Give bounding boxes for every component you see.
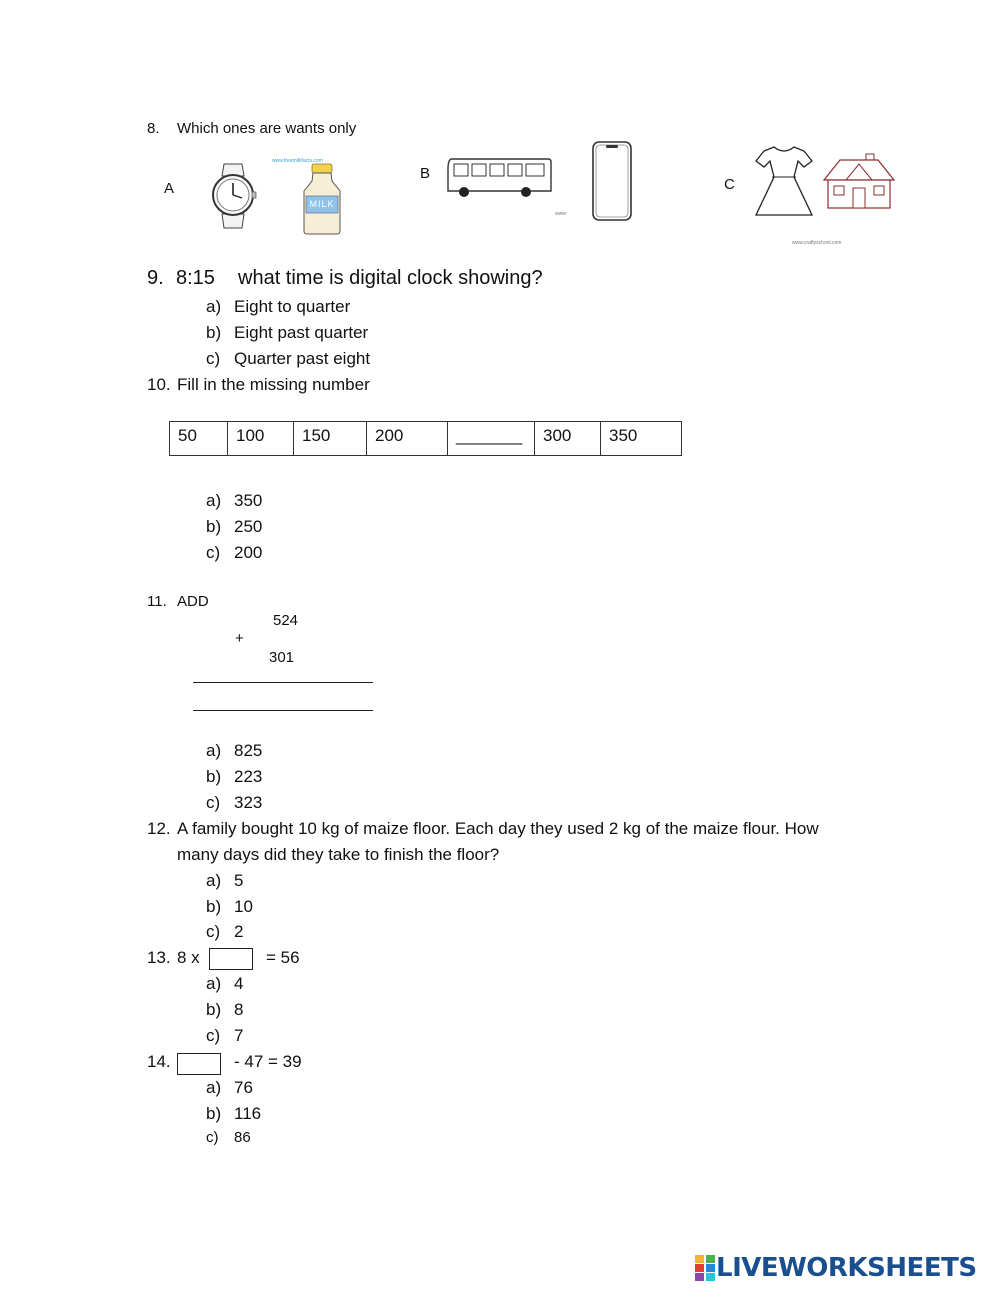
option-letter: c) xyxy=(206,1026,221,1045)
q10-option-c[interactable] xyxy=(206,543,262,563)
q9-option-a[interactable] xyxy=(206,297,350,317)
q8-option-b-label: B xyxy=(420,165,431,182)
q10-option-b[interactable] xyxy=(206,517,262,537)
option-letter: b) xyxy=(206,1104,222,1123)
sequence-cell: 300 xyxy=(535,422,601,456)
option-text: 7 xyxy=(234,1026,244,1045)
q11-option-b[interactable] xyxy=(206,767,262,787)
q12-text-line2: many days did they take to finish the floor? xyxy=(177,845,500,864)
q10-sequence-table xyxy=(169,421,682,456)
q10-text: Fill in the missing number xyxy=(177,375,370,394)
q14-option-b[interactable] xyxy=(206,1104,261,1124)
tiny-watermark: www.freemilkfacts.com xyxy=(272,158,323,164)
option-text: 8 xyxy=(234,1000,244,1019)
option-text: Eight to quarter xyxy=(234,297,351,316)
option-text: 86 xyxy=(234,1129,251,1146)
q9-option-c[interactable] xyxy=(206,349,370,369)
option-text: 76 xyxy=(234,1078,253,1097)
option-text: 5 xyxy=(234,871,244,890)
answer-line[interactable] xyxy=(193,710,373,711)
tiny-watermark: www xyxy=(555,211,566,217)
q12-option-b[interactable] xyxy=(206,897,253,917)
q11-operator: + xyxy=(235,630,244,647)
option-text: 223 xyxy=(234,767,263,786)
q14-right: - 47 = 39 xyxy=(234,1052,302,1071)
option-text: 350 xyxy=(234,491,263,510)
option-letter: c) xyxy=(206,543,221,562)
q14-option-a[interactable] xyxy=(206,1078,253,1098)
option-letter: b) xyxy=(206,517,222,536)
q8-text: Which ones are wants only xyxy=(177,120,357,137)
q10-number: 10. xyxy=(147,375,171,394)
q12-option-c[interactable] xyxy=(206,922,243,942)
option-letter: c) xyxy=(206,1129,219,1146)
option-text: 825 xyxy=(234,741,263,760)
sequence-cell: 150 xyxy=(294,422,367,456)
bus-icon xyxy=(446,155,554,201)
option-letter: b) xyxy=(206,767,222,786)
q10-option-a[interactable] xyxy=(206,491,262,511)
mobile-phone-icon xyxy=(590,140,634,222)
dress-icon xyxy=(752,145,816,219)
q11-bottom-number: 301 xyxy=(269,649,295,666)
option-letter: a) xyxy=(206,297,222,316)
q8-number: 8. xyxy=(147,120,160,137)
q12-text-line1: A family bought 10 kg of maize floor. Each day they used 2 kg of the maize flour. How xyxy=(177,819,819,838)
q14-answer-box[interactable] xyxy=(177,1053,221,1075)
sequence-cell: 200 xyxy=(367,422,448,456)
q14-option-c[interactable] xyxy=(206,1129,251,1146)
milk-label: MILK xyxy=(309,199,335,209)
q13-option-a[interactable] xyxy=(206,974,243,994)
option-text: 10 xyxy=(234,897,253,916)
logo-wordmark: LIVEWORKSHEETS xyxy=(716,1253,977,1283)
q13-right: = 56 xyxy=(266,948,300,967)
q9-option-b[interactable] xyxy=(206,323,368,343)
option-letter: c) xyxy=(206,349,221,368)
watch-icon xyxy=(208,160,258,232)
q8-option-c-label: C xyxy=(724,176,735,193)
q13-option-b[interactable] xyxy=(206,1000,243,1020)
q11-number: 11. xyxy=(147,593,167,610)
option-letter: a) xyxy=(206,741,222,760)
option-text: Quarter past eight xyxy=(234,349,371,368)
option-letter: a) xyxy=(206,974,222,993)
option-text: 116 xyxy=(234,1104,262,1123)
q9-clock-time: 8:15 xyxy=(176,267,215,289)
q11-text: ADD xyxy=(177,593,209,610)
q11-option-c[interactable] xyxy=(206,793,262,813)
q11-top-number: 524 xyxy=(273,612,299,629)
option-letter: c) xyxy=(206,793,221,812)
q9-number: 9. xyxy=(147,267,164,289)
option-text: 200 xyxy=(234,543,263,562)
sequence-cell: 50 xyxy=(170,422,228,456)
q14-number: 14. xyxy=(147,1052,171,1071)
option-letter: a) xyxy=(206,871,222,890)
tiny-watermark: www.craftyschool.com xyxy=(792,240,842,246)
sequence-cell: 350 xyxy=(601,422,682,456)
option-letter: a) xyxy=(206,1078,222,1097)
sequence-cell: 100 xyxy=(228,422,294,456)
option-text: 323 xyxy=(234,793,263,812)
option-letter: b) xyxy=(206,323,222,342)
house-icon xyxy=(822,152,896,210)
option-text: Eight past quarter xyxy=(234,323,369,342)
option-text: 250 xyxy=(234,517,263,536)
logo-blocks-icon xyxy=(694,1254,716,1282)
sequence-blank-cell[interactable]: _______ xyxy=(448,422,535,456)
q13-number: 13. xyxy=(147,948,171,967)
option-text: 4 xyxy=(234,974,244,993)
q13-option-c[interactable] xyxy=(206,1026,243,1046)
option-letter: c) xyxy=(206,922,221,941)
option-letter: b) xyxy=(206,897,222,916)
q11-option-a[interactable] xyxy=(206,741,262,761)
q12-number: 12. xyxy=(147,819,171,838)
sum-line xyxy=(193,682,373,683)
q9-text: what time is digital clock showing? xyxy=(238,267,543,289)
q13-left: 8 x xyxy=(177,948,200,967)
option-letter: b) xyxy=(206,1000,222,1019)
liveworksheets-logo xyxy=(694,1253,977,1283)
q12-option-a[interactable] xyxy=(206,871,243,891)
option-letter: a) xyxy=(206,491,222,510)
option-text: 2 xyxy=(234,922,244,941)
q13-answer-box[interactable] xyxy=(209,948,253,970)
q8-option-a-label: A xyxy=(164,180,175,197)
